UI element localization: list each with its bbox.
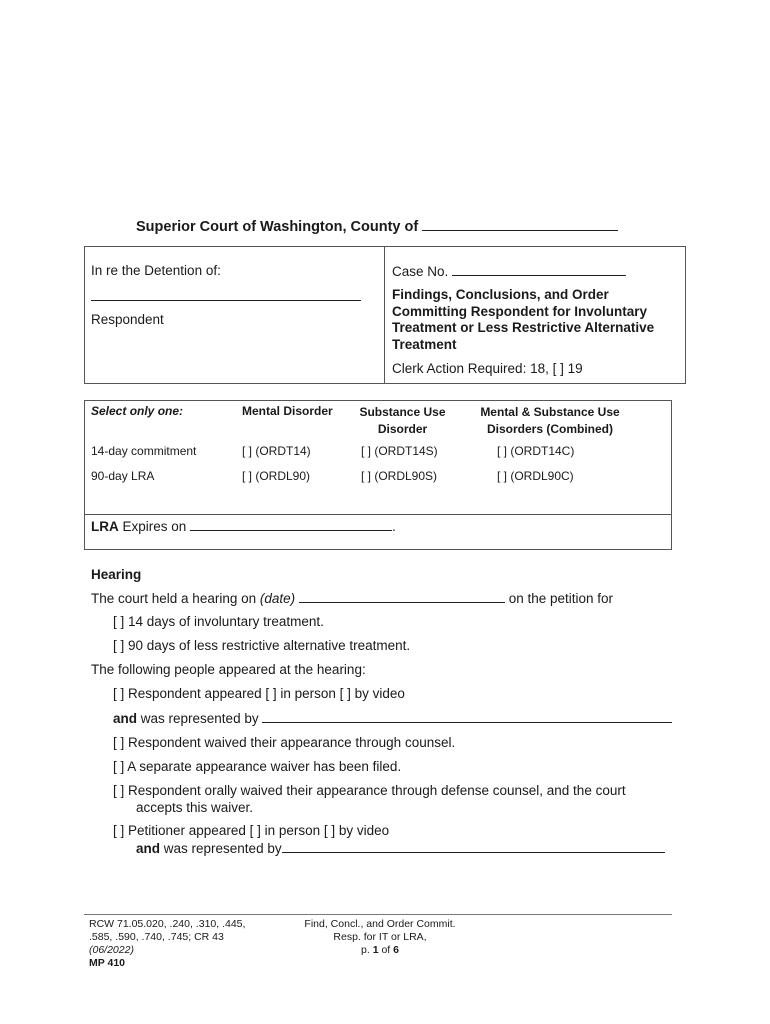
orally-waived-line: [ ] Respondent orally waived their appearance through defense counsel, and the court xyxy=(113,783,626,798)
checkbox-ordt14c[interactable]: [ ] (ORDT14C) xyxy=(497,444,575,458)
col-header-line: Disorder xyxy=(377,421,428,436)
footer-rcw-line: RCW 71.05.020, .240, .310, .445, xyxy=(89,918,246,930)
petitioner-represented-line xyxy=(136,840,665,856)
respondent-name-blank[interactable] xyxy=(91,300,361,301)
col-header-line: Substance Use xyxy=(359,405,446,419)
hearing-held-suffix: on the petition for xyxy=(508,591,614,606)
petitioner-counsel-blank[interactable] xyxy=(282,840,665,853)
checkbox-14-days[interactable]: [ ] 14 days of involuntary treatment. xyxy=(113,614,324,629)
footer-rule xyxy=(84,914,672,915)
respondent-appeared-options[interactable]: [ ] Respondent appeared [ ] in person [ ] by video xyxy=(113,686,405,701)
page-prefix: p. xyxy=(361,944,373,956)
footer-title-line: Resp. for IT or LRA, xyxy=(333,931,427,943)
select-instruction: Select only one: xyxy=(91,404,184,418)
respondent-counsel-blank[interactable] xyxy=(262,710,672,723)
table-divider xyxy=(85,514,671,515)
page-total: 6 xyxy=(393,944,399,956)
petitioner-appeared-options[interactable]: [ ] Petitioner appeared [ ] in person [ ] by video xyxy=(113,823,390,838)
footer-title xyxy=(290,918,470,957)
col-header-combined xyxy=(475,404,625,437)
checkbox-ordl90[interactable]: [ ] (ORDL90) xyxy=(242,469,311,483)
document-title-line: Treatment xyxy=(392,336,457,352)
checkbox-separate-waiver[interactable]: [ ] A separate appearance waiver has been filed. xyxy=(113,759,402,774)
footer-form-number: MP 410 xyxy=(89,957,125,969)
represented-by-label: was represented by xyxy=(137,711,259,726)
appeared-intro: The following people appeared at the hearing: xyxy=(91,662,366,677)
lra-period: . xyxy=(392,519,396,534)
page-current: 1 xyxy=(372,944,379,956)
case-caption xyxy=(84,246,686,384)
county-blank[interactable] xyxy=(422,218,618,231)
lra-expires-text: Expires on xyxy=(118,519,187,534)
footer-rcw-line: .585, .590, .740, .745; CR 43 xyxy=(89,931,224,943)
checkbox-orally-waived[interactable] xyxy=(113,783,626,816)
checkbox-ordl90c[interactable]: [ ] (ORDL90C) xyxy=(497,469,574,483)
col-header-line: Disorders (Combined) xyxy=(486,421,613,436)
document-title-line: Findings, Conclusions, and Order xyxy=(392,287,609,302)
respondent-represented-line xyxy=(113,710,672,726)
commitment-type-table xyxy=(84,400,672,550)
hearing-heading: Hearing xyxy=(91,567,142,582)
col-header-substance xyxy=(355,404,450,437)
court-title xyxy=(136,218,618,235)
checkbox-ordt14s[interactable]: [ ] (ORDT14S) xyxy=(361,444,438,458)
footer-form-date: (06/2022) xyxy=(89,944,134,956)
and-label: and xyxy=(113,711,138,726)
footer-citation xyxy=(89,918,245,970)
checkbox-ordl90s[interactable]: [ ] (ORDL90S) xyxy=(361,469,438,483)
in-re-label: In re the Detention of: xyxy=(91,263,221,278)
lra-expires-line xyxy=(91,518,396,534)
document-title xyxy=(392,287,654,353)
clerk-action: Clerk Action Required: 18, [ ] 19 xyxy=(392,361,583,376)
represented-by-label: was represented by xyxy=(160,841,282,856)
respondent-label: Respondent xyxy=(91,312,164,327)
document-title-line: Treatment or Less Restrictive Alternative xyxy=(392,320,655,335)
case-no-label: Case No. xyxy=(392,264,449,279)
hearing-date-label: (date) xyxy=(259,591,296,606)
caption-divider xyxy=(384,247,385,383)
hearing-held-line xyxy=(91,590,613,606)
lra-expiry-date-blank[interactable] xyxy=(190,518,392,531)
and-label: and xyxy=(136,841,161,856)
checkbox-waived-counsel[interactable]: [ ] Respondent waived their appearance through counsel. xyxy=(113,735,456,750)
case-no-blank[interactable] xyxy=(452,263,626,276)
row-label-90-day: 90-day LRA xyxy=(91,469,155,483)
row-label-14-day: 14-day commitment xyxy=(91,444,197,458)
col-header-line: Mental & Substance Use xyxy=(480,405,620,419)
orally-waived-line: accepts this waiver. xyxy=(136,799,254,815)
checkbox-ordt14[interactable]: [ ] (ORDT14) xyxy=(242,444,311,458)
col-header-mental: Mental Disorder xyxy=(242,404,333,418)
footer-page-number xyxy=(290,944,470,957)
hearing-held-prefix: The court held a hearing on xyxy=(91,591,260,606)
checkbox-90-days[interactable]: [ ] 90 days of less restrictive alternative treatment. xyxy=(113,638,411,653)
page-of: of xyxy=(378,944,394,956)
footer-title-line: Find, Concl., and Order Commit. xyxy=(304,918,456,930)
lra-label: LRA xyxy=(91,519,119,534)
document-title-line: Committing Respondent for Involuntary xyxy=(392,303,647,319)
hearing-date-blank[interactable] xyxy=(299,590,505,603)
court-title-text: Superior Court of Washington, County of xyxy=(136,219,419,235)
